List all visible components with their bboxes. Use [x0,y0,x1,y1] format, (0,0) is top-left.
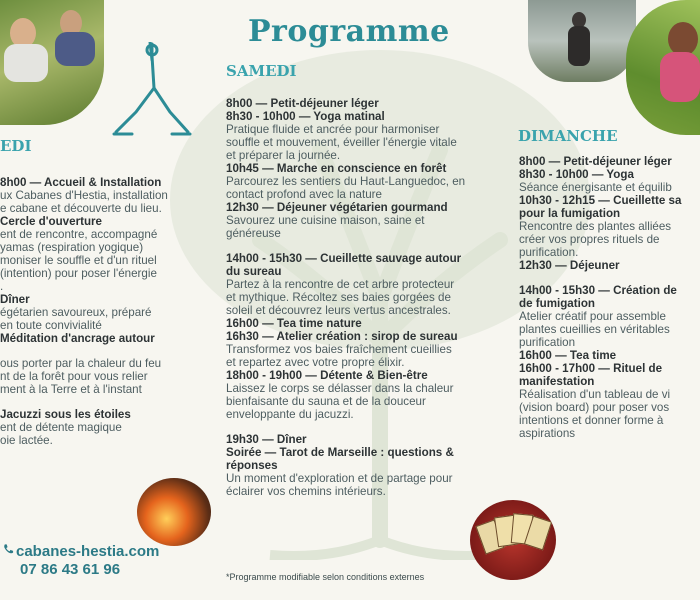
samedi-heading: SAMEDI [226,62,297,80]
schedule-item-description: nt de la forêt pour vous relier [0,370,148,383]
schedule-item-description: intentions et donner forme à [519,414,664,427]
schedule-item-description: en toute convivialité [0,319,102,332]
schedule-item-description: moniser le souffle et d'un rituel [0,254,157,267]
schedule-item-description: Séance énergisante et équilib [519,181,672,194]
schedule-item-description: ous porter par la chaleur du feu [0,357,162,370]
schedule-item-description: enveloppante du jacuzzi. [226,408,354,421]
schedule-item-description: ent de rencontre, accompagné [0,228,158,241]
schedule-item-title: de fumigation [519,297,595,310]
schedule-item-description: Un moment d'exploration et de partage pour [226,472,453,485]
schedule-item-title: 12h30 — Déjeuner [519,259,620,272]
schedule-item-title: du sureau [226,265,282,278]
schedule-item-description: yamas (respiration yogique) [0,241,144,254]
tarot-cards-photo [470,500,556,580]
page-title: Programme [248,14,450,49]
schedule-item-description: aspirations [519,427,576,440]
schedule-item-title: pour la fumigation [519,207,621,220]
schedule-item-title: Méditation d'ancrage autour [0,332,155,345]
vendredi-schedule [0,176,200,447]
schedule-item-description: égétarien savoureux, préparé [0,306,152,319]
schedule-item-description: ux Cabanes d'Hestia, installation [0,189,168,202]
samedi-schedule [226,97,526,498]
phone-number: 07 86 43 61 96 [20,561,121,578]
schedule-item-title: 12h30 — Déjeuner végétarien gourmand [226,201,448,214]
schedule-item-title: 8h00 — Accueil & Installation [0,176,162,189]
forest-yoga-photo [528,0,636,82]
schedule-item-title: 10h45 — Marche en conscience en forêt [226,162,447,175]
schedule-item-title: 10h30 - 12h15 — Cueillette sa [519,194,682,207]
schedule-item-description: (intention) pour poser l'énergie [0,267,157,280]
schedule-item-title: Jacuzzi sous les étoiles [0,408,131,421]
schedule-item-title: 14h00 - 15h30 — Cueillette sauvage autour [226,252,462,265]
dimanche-schedule [519,155,700,440]
schedule-item-description: contact profond avec la nature [226,188,382,201]
schedule-item-description: (vision board) pour poser vos [519,401,670,414]
website-link[interactable]: cabanes-hestia.com [16,543,160,560]
schedule-item-title: 8h30 - 10h00 — Yoga [519,168,634,181]
spacer [519,272,700,284]
schedule-item-title: 8h00 — Petit-déjeuner léger [226,97,379,110]
schedule-item-title: 16h00 - 17h00 — Rituel de [519,362,663,375]
spacer [226,240,526,252]
schedule-item-title: Cercle d'ouverture [0,215,102,228]
schedule-item-description: Réalisation d'un tableau de vi [519,388,671,401]
yoga-pose-icon [112,42,192,138]
schedule-item-description: ment à la Terre et à l'instant [0,383,142,396]
schedule-item-description: et mythique. Récoltez ses baies gorgées de [226,291,451,304]
schedule-item-description: e cabane et découverte du lieu. [0,202,162,215]
schedule-item-title: Soirée — Tarot de Marseille : questions & [226,446,454,459]
schedule-item-description: éclairer vos chemins intérieurs. [226,485,386,498]
schedule-item-description: généreuse [226,227,281,240]
vendredi-heading: EDI [0,137,32,155]
schedule-item-title: 14h00 - 15h30 — Création de [519,284,677,297]
schedule-item-description: purification. [519,246,579,259]
dimanche-heading: DIMANCHE [518,127,618,145]
schedule-item-description: ent de détente magique [0,421,122,434]
schedule-item-description: et préparer la journée. [226,149,341,162]
spacer [0,396,200,408]
schedule-item-description: . [0,280,4,293]
phone-icon [3,543,14,555]
schedule-item-description: Partez à la rencontre de cet arbre protecteur [226,278,455,291]
spacer [0,345,200,357]
schedule-item-description: Atelier créatif pour assemble [519,310,666,323]
schedule-item-description: Rencontre des plantes alliées [519,220,672,233]
schedule-item-title: Dîner [0,293,30,306]
schedule-item-title: manifestation [519,375,595,388]
schedule-item-description: Savourez une cuisine maison, saine et [226,214,425,227]
schedule-item-description: purification [519,336,576,349]
schedule-item-description: bienfaisante du sauna et de la douceur [226,395,426,408]
schedule-item-title: 18h00 - 19h00 — Détente & Bien-être [226,369,428,382]
schedule-item-title: 16h00 — Tea time nature [226,317,362,330]
group-meditation-photo [0,0,104,125]
schedule-item-title: 16h30 — Atelier création : sirop de sureau [226,330,458,343]
contact-block [16,543,159,579]
schedule-item-title: 8h00 — Petit-déjeuner léger [519,155,672,168]
schedule-item-description: Laissez le corps se délasser dans la chaleur [226,382,454,395]
schedule-item-description: Parcourez les sentiers du Haut-Languedoc, en [226,175,466,188]
woman-meditating-photo [626,0,700,135]
schedule-item-description: et repartez avec votre propre élixir. [226,356,405,369]
schedule-item-description: oie lactée. [0,434,53,447]
schedule-item-title: réponses [226,459,278,472]
schedule-item-title: 8h30 - 10h00 — Yoga matinal [226,110,385,123]
schedule-item-description: souffle et mouvement, éveiller l'énergie vitale [226,136,457,149]
schedule-item-description: plantes cueillies en véritables [519,323,670,336]
schedule-item-description: créer vos propres rituels de [519,233,660,246]
schedule-item-title: 19h30 — Dîner [226,433,307,446]
spacer [226,421,526,433]
campfire-photo [137,478,211,546]
schedule-item-description: Pratique fluide et ancrée pour harmoniser [226,123,440,136]
schedule-item-description: Transformez vos baies fraîchement cueillies [226,343,452,356]
footnote: *Programme modifiable selon conditions externes [226,572,425,582]
schedule-item-title: 16h00 — Tea time [519,349,617,362]
schedule-item-description: soleil et découvrez leurs vertus ancestrales. [226,304,451,317]
